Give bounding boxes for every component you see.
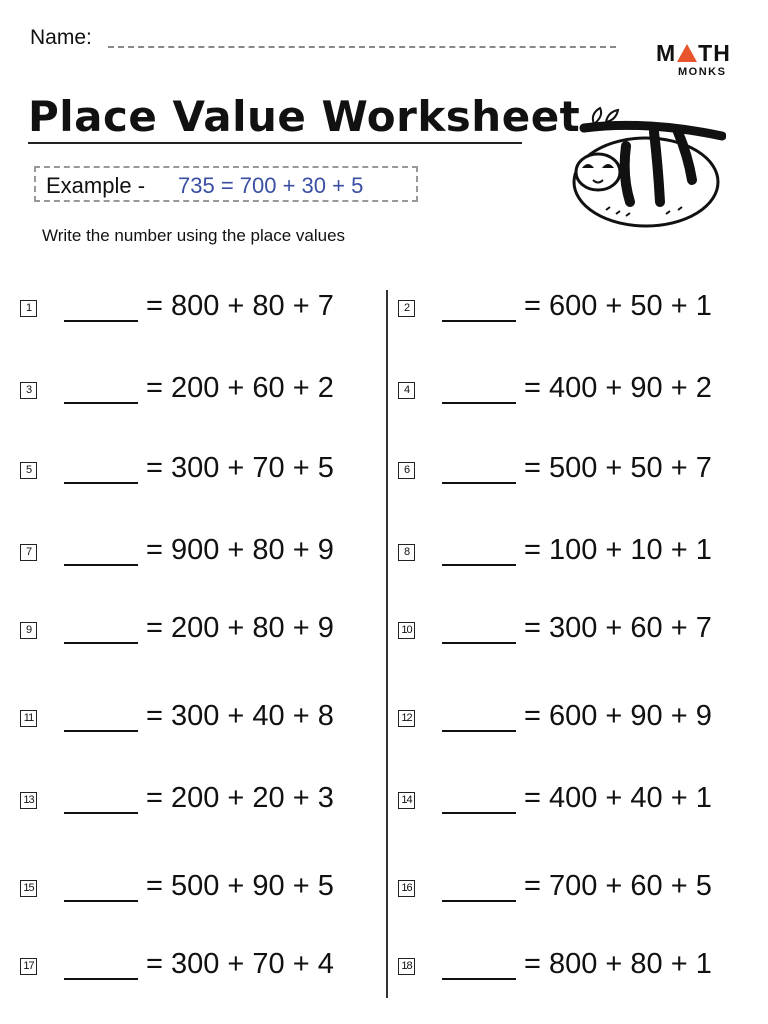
problem-number: 6 [398, 462, 415, 479]
problem-equation: = 500 + 90 + 5 [146, 870, 334, 902]
answer-blank[interactable] [64, 376, 138, 404]
logo-wordmark: M TH [656, 40, 731, 66]
problem-equation: = 900 + 80 + 9 [146, 534, 334, 566]
answer-blank[interactable] [442, 456, 516, 484]
problem-equation: = 100 + 10 + 1 [524, 534, 712, 566]
problem-equation: = 400 + 90 + 2 [524, 372, 712, 404]
problem-item [20, 290, 370, 330]
problem-number: 1 [20, 300, 37, 317]
answer-blank[interactable] [64, 952, 138, 980]
problem-number: 4 [398, 382, 415, 399]
problem-item [398, 372, 748, 412]
problem-equation: = 400 + 40 + 1 [524, 782, 712, 814]
sloth-illustration-icon [566, 106, 726, 230]
problem-number: 13 [20, 792, 37, 809]
title-underline [28, 142, 522, 144]
example-box [34, 166, 418, 202]
problem-equation: = 300 + 70 + 5 [146, 452, 334, 484]
problem-equation: = 200 + 80 + 9 [146, 612, 334, 644]
math-monks-logo [652, 40, 738, 80]
problem-number: 9 [20, 622, 37, 639]
problem-number: 11 [20, 710, 37, 727]
problem-equation: = 600 + 90 + 9 [524, 700, 712, 732]
problem-number: 8 [398, 544, 415, 561]
answer-blank[interactable] [64, 704, 138, 732]
problem-item [20, 452, 370, 492]
problem-item [20, 372, 370, 412]
name-label: Name: [30, 26, 92, 49]
problem-number: 12 [398, 710, 415, 727]
answer-blank[interactable] [64, 294, 138, 322]
example-equation: 735 = 700 + 30 + 5 [178, 173, 364, 198]
problem-equation: = 600 + 50 + 1 [524, 290, 712, 322]
problem-equation: = 300 + 40 + 8 [146, 700, 334, 732]
problem-item [20, 700, 370, 740]
problem-item [398, 870, 748, 910]
example-label: Example - [46, 173, 146, 198]
problem-item [20, 534, 370, 574]
problem-equation: = 700 + 60 + 5 [524, 870, 712, 902]
problem-item [20, 782, 370, 822]
problem-item [398, 452, 748, 492]
answer-blank[interactable] [64, 456, 138, 484]
problem-number: 14 [398, 792, 415, 809]
answer-blank[interactable] [64, 874, 138, 902]
problem-equation: = 300 + 70 + 4 [146, 948, 334, 980]
answer-blank[interactable] [442, 294, 516, 322]
answer-blank[interactable] [442, 952, 516, 980]
problem-equation: = 200 + 20 + 3 [146, 782, 334, 814]
name-field[interactable] [108, 46, 616, 48]
answer-blank[interactable] [442, 704, 516, 732]
answer-blank[interactable] [442, 786, 516, 814]
problem-item [398, 700, 748, 740]
logo-triangle-icon [677, 44, 697, 62]
problem-number: 5 [20, 462, 37, 479]
name-row [30, 24, 620, 54]
problem-number: 2 [398, 300, 415, 317]
problem-item [398, 948, 748, 988]
answer-blank[interactable] [442, 376, 516, 404]
problem-equation: = 800 + 80 + 1 [524, 948, 712, 980]
problem-equation: = 500 + 50 + 7 [524, 452, 712, 484]
problem-equation: = 800 + 80 + 7 [146, 290, 334, 322]
worksheet-title: Place Value Worksheet [28, 92, 581, 141]
problem-item [398, 534, 748, 574]
problem-number: 18 [398, 958, 415, 975]
problem-number: 7 [20, 544, 37, 561]
problem-item [20, 612, 370, 652]
problem-item [398, 782, 748, 822]
logo-subtext: MONKS [678, 66, 727, 78]
problem-item [20, 948, 370, 988]
problem-number: 17 [20, 958, 37, 975]
answer-blank[interactable] [442, 538, 516, 566]
problem-item [398, 290, 748, 330]
problem-equation: = 300 + 60 + 7 [524, 612, 712, 644]
problem-number: 3 [20, 382, 37, 399]
answer-blank[interactable] [442, 616, 516, 644]
answer-blank[interactable] [442, 874, 516, 902]
problem-number: 16 [398, 880, 415, 897]
answer-blank[interactable] [64, 616, 138, 644]
answer-blank[interactable] [64, 786, 138, 814]
problem-item [20, 870, 370, 910]
answer-blank[interactable] [64, 538, 138, 566]
problem-number: 15 [20, 880, 37, 897]
problem-equation: = 200 + 60 + 2 [146, 372, 334, 404]
problem-item [398, 612, 748, 652]
column-divider [386, 290, 388, 998]
instructions: Write the number using the place values [42, 226, 346, 245]
problem-number: 10 [398, 622, 415, 639]
